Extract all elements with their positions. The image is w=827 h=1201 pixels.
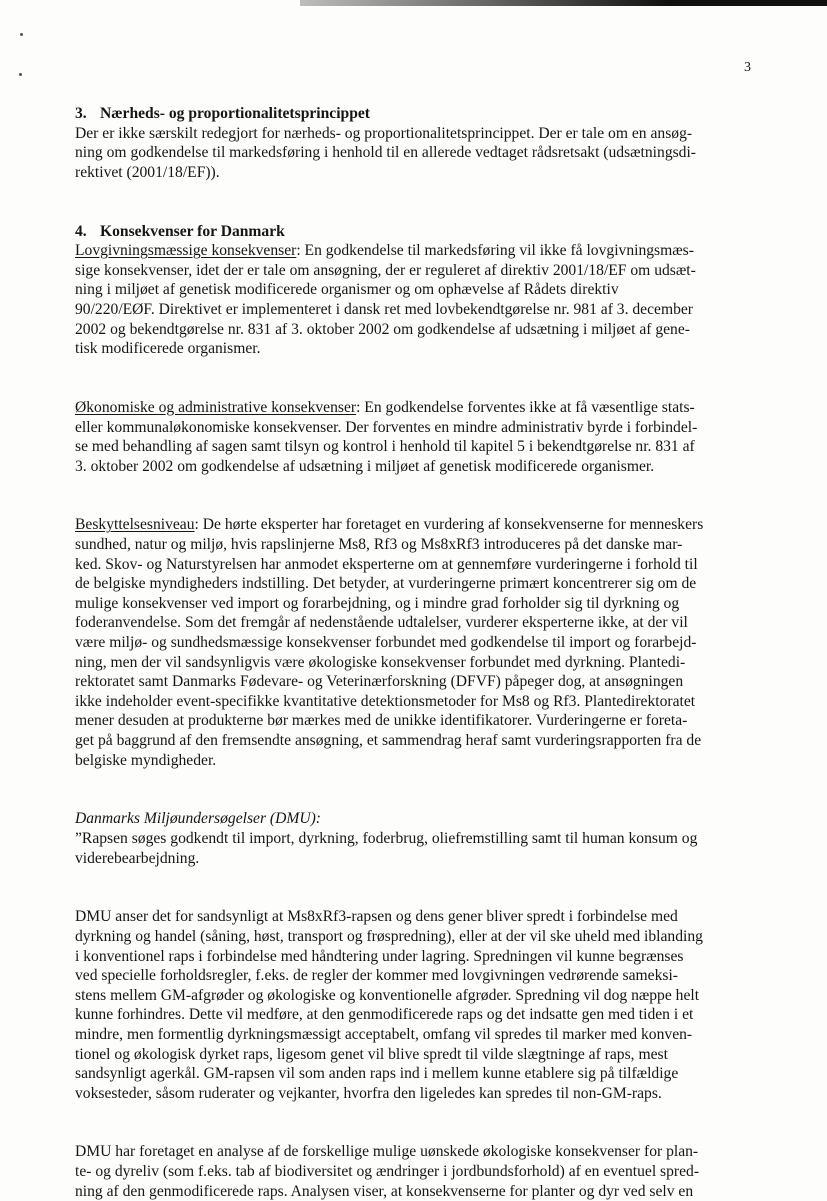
text-line: ked. Skov- og Naturstyrelsen har anmodet eksperterne om at gennemføre vurderingerne i forhold til — [75, 555, 698, 573]
text-line: belgiske myndigheder. — [75, 751, 217, 769]
text-line: stens mellem GM-afgrøder og økologiske og konventionelle afgrøder. Spredning vil dog næppe helt — [75, 986, 700, 1004]
text-line: kunne forhindres. Dette vil medføre, at den genmodificerede raps og det indsatte gen med tiden i et — [75, 1006, 694, 1024]
text-line: være miljø- og sundhedsmæssige konsekvenser forbundet med godkendelse til import og forarbejd- — [75, 634, 697, 652]
subheading-protection: Beskyttelsesniveau — [75, 516, 195, 534]
section-number: 4. — [75, 222, 87, 240]
text-line: ning om godkendelse til markedsføring i henhold til en allerede vedtaget rådsretsakt (udsætningsdi- — [75, 144, 697, 162]
text-line: mindre, men formentlig dyrkningsmæssigt acceptabelt, omfang vil spredes til marker med konven- — [75, 1025, 693, 1043]
scan-speck — [19, 73, 22, 76]
text-line: rektivet (2001/18/EF)). — [75, 163, 220, 181]
text-line: se med behandling af sagen samt tilsyn og kontrol i henhold til kapitel 5 i bekendtgørelse nr. 831 af — [75, 438, 695, 456]
subheading-economic: Økonomiske og administrative konsekvenser — [75, 398, 357, 416]
page-number: 3 — [744, 60, 751, 75]
text-line: ning i miljøet af genetisk modificerede organismer og om ophævelse af Rådets direktiv — [75, 281, 619, 299]
text-line: te- og dyreliv (som f.eks. tab af biodiversitet og ændringer i jordbundsforhold) af en eventuel spred- — [75, 1163, 700, 1181]
text-line: sige konsekvenser, idet der er tale om ansøgning, der er reguleret af direktiv 2001/18/EF om udsæt- — [75, 261, 696, 279]
section-title: Konsekvenser for Danmark — [100, 222, 285, 240]
section-3-heading — [75, 104, 756, 124]
text-line: 3. oktober 2002 om godkendelse af udsætning i miljøet af genetisk modificerede organismer. — [75, 457, 655, 475]
text-line: 2002 og bekendtgørelse nr. 831 af 3. oktober 2002 om godkendelse af udsætning i miljøet af gene- — [75, 320, 690, 338]
text-line: ning, men der vil sandsynligvis være økologiske konsekvenser forbundet med dyrkning. Plantedi- — [75, 653, 686, 671]
subheading-legal: Lovgivningsmæssige konsekvenser — [75, 242, 297, 260]
text-line: 90/220/EØF. Direktivet er implementeret i dansk ret med lovbekendtgørelse nr. 981 af 3. december — [75, 300, 693, 318]
section-title: Nærheds- og proportionalitetsprincippet — [100, 105, 371, 122]
quote-line: ”Rapsen søges godkendt til import, dyrkning, foderbrug, oliefremstilling samt til human konsum og — [75, 829, 698, 847]
scan-speck — [20, 33, 23, 36]
text-line: voksesteder, såsom ruderater og vejkanter, hvorfra den ligeledes kan spredes til non-GM-raps. — [75, 1084, 662, 1102]
text-line: Økonomiske og administrative konsekvenser: En godkendelse forventes ikke at få væsentlige stats- — [75, 398, 695, 416]
text-line: Lovgivningsmæssige konsekvenser: En godkendelse til markedsføring vil ikke få lovgivningsmæs- — [75, 242, 694, 260]
text-line: de belgiske myndigheders indstilling. Det betyder, at vurderingerne primært koncentrerer sig om de — [75, 575, 697, 593]
text-line: tisk modificerede organismer. — [75, 340, 261, 358]
text-line: mener desuden at produkterne bør mærkes med de unikke identifikatorer. Vurderingerne er foreta- — [75, 712, 688, 730]
text-line: rektoratet samt Danmarks Fødevare- og Veterinærforskning (DFVF) påpeger dog, at ansøgningen — [75, 673, 684, 691]
text-line: ning af den genmodificerede raps. Analysen viser, at konsekvenserne for planter og dyr ved selv en — [75, 1182, 694, 1200]
text-line: i konventionel raps i forbindelse med håndtering under lagring. Spredningen vil kunne begrænses — [75, 947, 684, 965]
text-line: get på baggrund af den fremsendte ansøgning, et sammendrag heraf samt vurderingsrapporten fra de — [75, 732, 702, 749]
section-number: 3. — [75, 105, 87, 122]
text-line: ved specielle forholdsregler, f.eks. de regler der kommer med lovgivningen vedrørende sameksi- — [75, 967, 678, 985]
text-line: foderanvendelse. Som det fremgår af nedenstående udtalelser, vurderer eksperterne ikke, at der vil — [75, 614, 688, 632]
section-4-heading — [75, 222, 756, 242]
dmu-heading: Danmarks Miljøundersøgelser (DMU): — [75, 810, 321, 828]
text-line: mulige konsekvenser ved import og forarbejdning, og i mindre grad forholder sig til dyrkning og — [75, 594, 680, 612]
document-body — [75, 104, 756, 1201]
text-line: eller kommunaløkonomiske konsekvenser. Der forventes en mindre administrativ byrde i forbindel- — [75, 418, 698, 436]
text-line: DMU har foretaget en analyse af de forskellige mulige uønskede økologiske konsekvenser for plan- — [75, 1143, 699, 1161]
text-line: sundhed, natur og miljø, hvis rapslinjerne Ms8, Rf3 og Ms8xRf3 introduceres på det danske mar- — [75, 536, 683, 554]
text-line: Der er ikke særskilt redegjort for nærheds- og proportionalitetsprincippet. Der er tale om en ansøg- — [75, 124, 693, 142]
text-line: tionel og økologisk dyrket raps, ligesom genet vil blive spredt til vilde slægtninge af raps, mest — [75, 1045, 668, 1063]
text-line: DMU anser det for sandsynligt at Ms8xRf3-rapsen og dens gener bliver spredt i forbindelse med — [75, 908, 678, 926]
text-line: dyrkning og handel (såning, høst, transport og frøspredning), eller at der vil ske uheld med iblanding — [75, 927, 703, 945]
text-line: ikke indeholder event-specifikke kvantitative detektionsmetoder for Ms8 og Rf3. Plantedirektoratet — [75, 692, 696, 710]
quote-line: viderebearbejdning. — [75, 849, 200, 867]
scan-top-edge — [300, 0, 827, 6]
text-line: Beskyttelsesniveau: De hørte eksperter har foretaget en vurdering af konsekvenserne for menneskers — [75, 516, 704, 534]
text-line: sandsynligt agerkål. GM-rapsen vil som anden raps ind i mellem kunne etablere sig på tilfældige — [75, 1065, 679, 1083]
